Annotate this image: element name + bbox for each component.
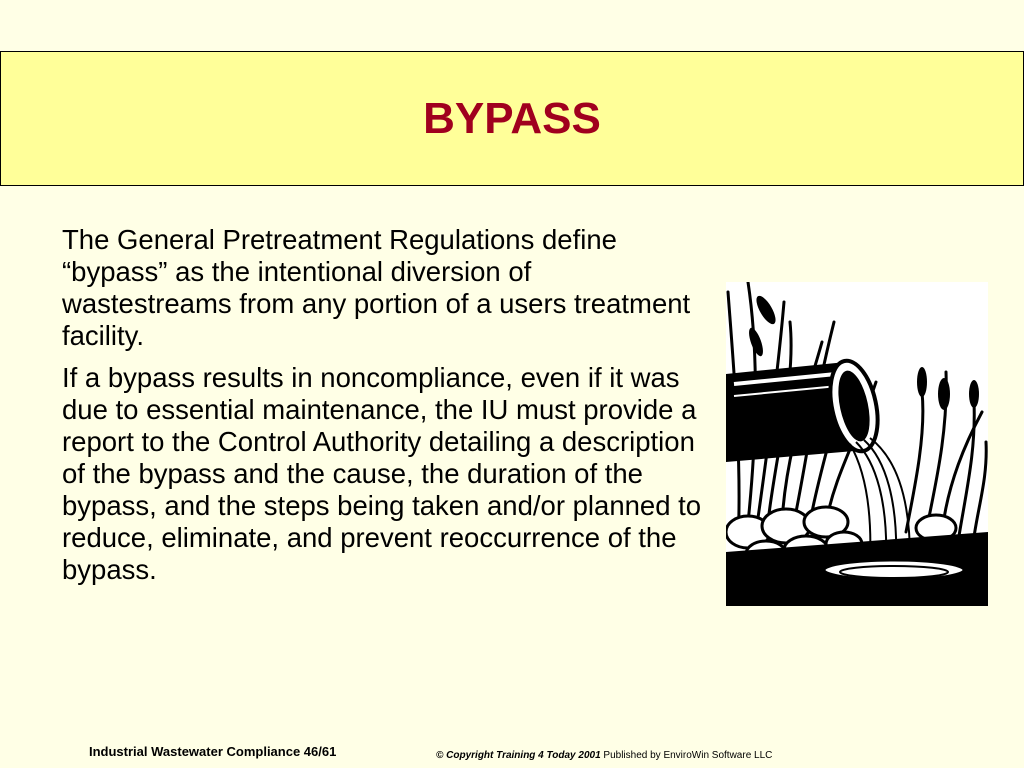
title-box bbox=[0, 51, 1024, 186]
footer-publisher: Published by EnviroWin Software LLC bbox=[603, 750, 773, 761]
pipe-discharge-icon bbox=[726, 282, 988, 606]
footer-course: Industrial Wastewater Compliance 46/61 bbox=[89, 744, 337, 759]
slide-title: BYPASS bbox=[423, 93, 601, 143]
paragraph-definition: The General Pretreatment Regulations define “bypass” as the intentional diversion of wastestreams from any portion of a users treatment facility. bbox=[62, 224, 691, 351]
paragraph-reporting: If a bypass results in noncompliance, even if it was due to essential maintenance, the IU must provide a report to the Control Authority detailing a description of the bypass and the cause, the duration of the bypass, and the steps being taken and/or planned to reduce, eliminate, and prevent reoccurrence of the bypass. bbox=[62, 362, 702, 585]
body-text bbox=[62, 224, 702, 596]
footer-copyright: © Copyright Training 4 Today 2001 bbox=[436, 750, 601, 761]
footer-credits bbox=[436, 750, 772, 761]
